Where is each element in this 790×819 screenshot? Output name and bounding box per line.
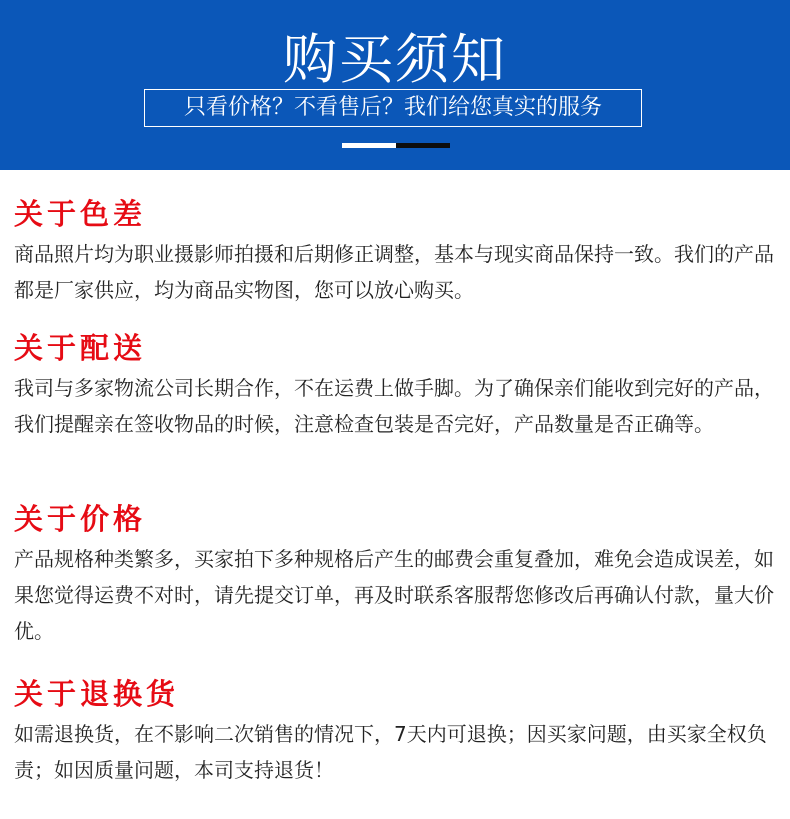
- section-heading: 关于退换货: [14, 677, 180, 711]
- section-heading: 关于色差: [14, 197, 147, 231]
- section-price: [14, 501, 782, 649]
- section-returns: [14, 676, 782, 788]
- page-subtitle: 只看价格？不看售后？我们给您真实的服务: [144, 89, 642, 127]
- section-heading: 关于价格: [14, 502, 147, 536]
- page-title: 购买须知: [283, 28, 507, 91]
- decor-bar-light: [342, 143, 396, 148]
- section-body: 商品照片均为职业摄影师拍摄和后期修正调整，基本与现实商品保持一致。我们的产品都是厂家供应，均为商品实物图，您可以放心购买。: [14, 242, 774, 302]
- section-body: 我司与多家物流公司长期合作，不在运费上做手脚。为了确保亲们能收到完好的产品，我们提醒亲在签收物品的时候，注意检查包装是否完好，产品数量是否正确等。: [14, 376, 774, 436]
- section-delivery: [14, 330, 782, 442]
- decor-bar-dark: [396, 143, 450, 148]
- header-banner: [0, 0, 790, 170]
- section-body: 产品规格种类繁多，买家拍下多种规格后产生的邮费会重复叠加，难免会造成误差，如果您觉得运费不对时，请先提交订单，再及时联系客服帮您修改后再确认付款，量大价优。: [14, 547, 774, 643]
- section-color-difference: [14, 196, 782, 308]
- section-body: 如需退换货，在不影响二次销售的情况下，7天内可退换；因买家问题，由买家全权负责；如因质量问题，本司支持退货！: [14, 722, 767, 782]
- section-heading: 关于配送: [14, 331, 147, 365]
